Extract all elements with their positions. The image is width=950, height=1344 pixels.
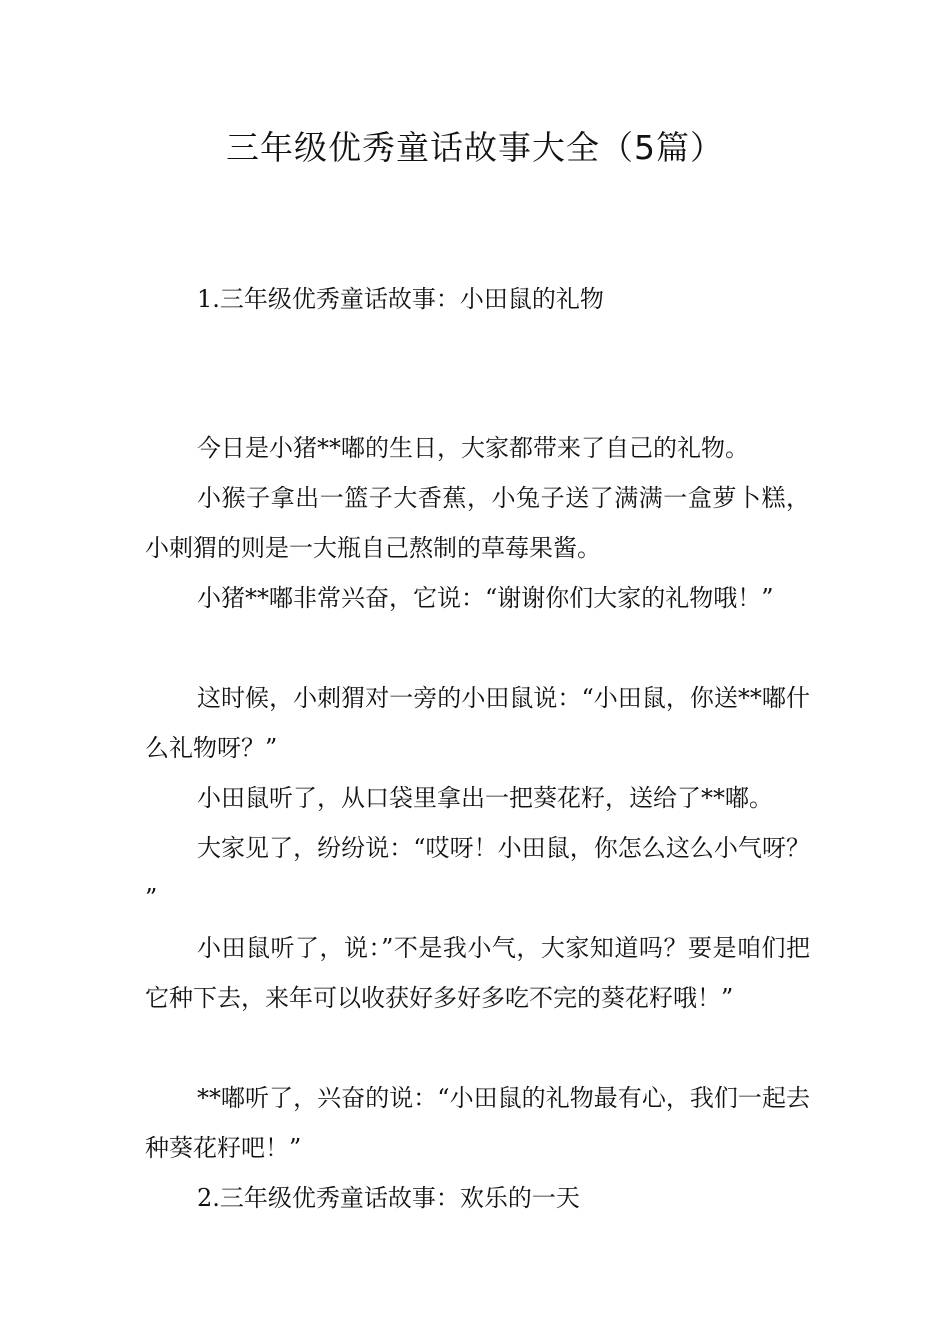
paragraph-7: 小田鼠听了，说：”不是我小气，大家知道吗？要是咱们把它种下去，来年可以收获好多好多吃不完的葵花籽哦！”	[145, 934, 810, 1012]
document-title: 三年级优秀童话故事大全（5篇）	[226, 128, 724, 167]
paragraph-2: 小猴子拿出一篮子大香蕉，小兔子送了满满一盒萝卜糕，小刺猬的则是一大瓶自己熬制的草莓果酱。	[145, 484, 810, 562]
story-1-heading: 1.三年级优秀童话故事：小田鼠的礼物	[197, 285, 604, 313]
paragraph-4: 这时候，小刺猬对一旁的小田鼠说：“小田鼠，你送**嘟什么礼物呀？”	[145, 684, 810, 762]
paragraph-5: 小田鼠听了，从口袋里拿出一把葵花籽，送给了**嘟。	[197, 784, 773, 812]
story-2-heading: 2.三年级优秀童话故事：欢乐的一天	[197, 1184, 580, 1212]
paragraph-1: 今日是小猪**嘟的生日，大家都带来了自己的礼物。	[197, 434, 749, 462]
paragraph-3: 小猪**嘟非常兴奋，它说：“谢谢你们大家的礼物哦！”	[197, 584, 774, 612]
paragraph-8: **嘟听了，兴奋的说：“小田鼠的礼物最有心，我们一起去种葵花籽吧！”	[145, 1084, 810, 1162]
paragraph-6: 大家见了，纷纷说：“哎呀！小田鼠，你怎么这么小气呀？”	[145, 834, 810, 912]
